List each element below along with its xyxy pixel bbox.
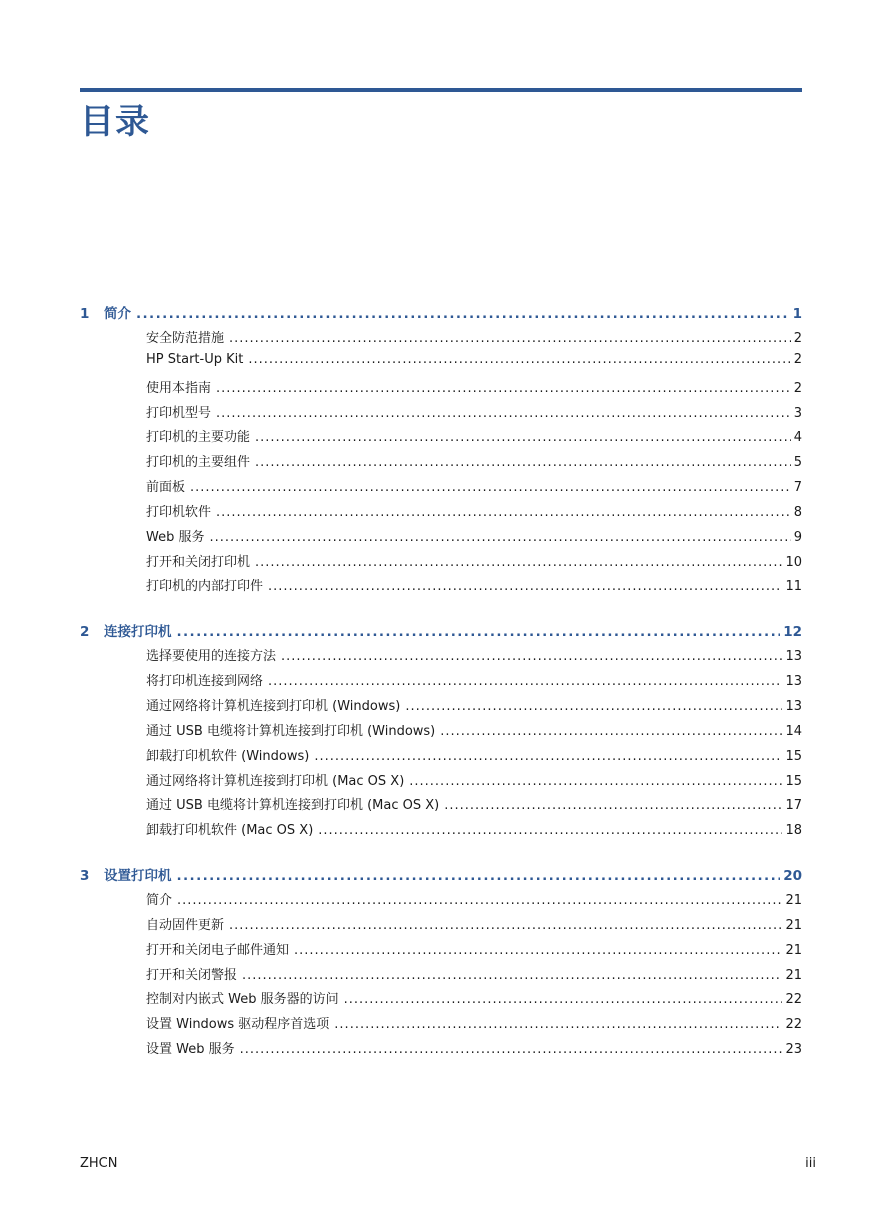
dot-leader [405, 699, 782, 714]
dot-leader [255, 555, 782, 570]
toc-section-link[interactable] [80, 426, 802, 451]
toc-section-link[interactable] [80, 914, 802, 939]
dot-leader [409, 774, 782, 789]
section-page-number: 13 [785, 649, 802, 665]
section-page-number: 4 [793, 430, 802, 446]
section-title: 打印机的主要功能 [146, 430, 251, 446]
section-page-number: 21 [785, 917, 802, 933]
section-page-number: 2 [793, 380, 802, 396]
page-title: 目录 [80, 102, 150, 142]
toc-section-link[interactable] [80, 402, 802, 427]
section-page-number: 2 [793, 351, 802, 367]
toc-section-link[interactable] [80, 964, 802, 989]
section-page-number: 22 [785, 992, 802, 1008]
toc-section-link[interactable] [80, 476, 802, 501]
section-title: 通过网络将计算机连接到打印机 (Mac OS X) [146, 773, 405, 789]
dot-leader [177, 624, 781, 640]
dot-leader [344, 992, 783, 1007]
section-page-number: 17 [785, 798, 802, 814]
section-title: 安全防范措施 [146, 331, 225, 346]
dot-leader [255, 455, 791, 470]
toc-section-link[interactable] [80, 501, 802, 526]
table-of-contents [80, 302, 802, 1083]
toc-chapter-link[interactable] [80, 864, 802, 889]
section-page-number: 21 [785, 893, 802, 909]
toc-section-link[interactable] [80, 377, 802, 402]
section-title: 设置 Web 服务 [146, 1042, 235, 1058]
section-page-number: 11 [785, 579, 802, 595]
chapter-title: 设置打印机 [104, 868, 172, 885]
section-page-number: 21 [785, 967, 802, 983]
dot-leader [177, 893, 782, 908]
chapter-page-number: 12 [783, 624, 802, 641]
section-page-number: 9 [793, 529, 802, 545]
dot-leader [216, 406, 791, 421]
dot-leader [240, 1042, 783, 1057]
toc-section-link[interactable] [80, 327, 802, 352]
section-title: 打印机的内部打印件 [146, 579, 264, 595]
chapter-title: 简介 [104, 306, 131, 322]
title-rule [80, 88, 802, 92]
chapter-number: 2 [80, 624, 90, 641]
chapter-number: 3 [80, 868, 90, 885]
toc-section-link[interactable] [80, 352, 802, 377]
section-page-number: 15 [785, 773, 802, 789]
toc-chapter-link[interactable] [80, 302, 802, 327]
footer-page-number: iii [805, 1156, 816, 1171]
dot-leader [209, 530, 790, 545]
section-title: 打开和关闭打印机 [146, 554, 251, 570]
section-page-number: 3 [793, 405, 802, 421]
chapter-page-number: 20 [783, 868, 802, 885]
toc-section-link[interactable] [80, 526, 802, 551]
dot-leader [229, 331, 791, 346]
chapter-title: 连接打印机 [104, 624, 172, 641]
dot-leader [177, 868, 781, 884]
section-title: HP Start-Up Kit [146, 351, 244, 367]
dot-leader [255, 430, 791, 445]
toc-section-link[interactable] [80, 551, 802, 576]
section-page-number: 13 [785, 674, 802, 690]
toc-section-link[interactable] [80, 770, 802, 795]
dot-leader [216, 381, 791, 396]
dot-leader [444, 798, 782, 813]
section-title: 打开和关闭电子邮件通知 [146, 942, 290, 958]
section-page-number: 10 [785, 554, 802, 570]
section-page-number: 5 [793, 455, 802, 471]
footer-locale: ZHCN [80, 1156, 118, 1171]
dot-leader [318, 823, 782, 838]
toc-section-link[interactable] [80, 670, 802, 695]
toc-chapter [80, 864, 802, 1063]
section-title: 选择要使用的连接方法 [146, 649, 277, 665]
section-page-number: 13 [785, 698, 802, 714]
toc-section-link[interactable] [80, 645, 802, 670]
dot-leader [281, 649, 782, 664]
toc-chapter [80, 620, 802, 844]
section-page-number: 22 [785, 1017, 802, 1033]
section-page-number: 23 [785, 1042, 802, 1058]
toc-section-link[interactable] [80, 451, 802, 476]
section-page-number: 18 [785, 823, 802, 839]
section-title: 将打印机连接到网络 [146, 674, 264, 690]
toc-section-link[interactable] [80, 1038, 802, 1063]
dot-leader [268, 674, 782, 689]
section-title: 设置 Windows 驱动程序首选项 [146, 1017, 330, 1033]
section-page-number: 8 [793, 504, 802, 520]
section-page-number: 21 [785, 942, 802, 958]
section-title: 打印机软件 [146, 504, 212, 520]
chapter-page-number: 1 [792, 306, 802, 322]
section-title: 自动固件更新 [146, 917, 225, 933]
section-page-number: 15 [785, 748, 802, 764]
section-page-number: 2 [793, 331, 802, 346]
dot-leader [190, 480, 791, 495]
toc-section-link[interactable] [80, 939, 802, 964]
toc-chapter-link[interactable] [80, 620, 802, 645]
toc-section-link[interactable] [80, 745, 802, 770]
section-title: 通过 USB 电缆将计算机连接到打印机 (Windows) [146, 723, 436, 739]
dot-leader [334, 1017, 782, 1032]
dot-leader [136, 306, 790, 322]
dot-leader [216, 505, 791, 520]
section-title: 使用本指南 [146, 380, 212, 396]
dot-leader [242, 968, 782, 983]
chapter-number: 1 [80, 306, 90, 322]
dot-leader [294, 943, 782, 958]
toc-section-link[interactable] [80, 889, 802, 914]
section-page-number: 7 [793, 480, 802, 496]
dot-leader [314, 749, 782, 764]
toc-section-link[interactable] [80, 720, 802, 745]
toc-section-link[interactable] [80, 819, 802, 844]
section-title: 卸载打印机软件 (Windows) [146, 748, 310, 764]
section-title: 前面板 [146, 480, 186, 496]
section-title: 通过 USB 电缆将计算机连接到打印机 (Mac OS X) [146, 798, 440, 814]
dot-leader [248, 352, 790, 367]
toc-section-link[interactable] [80, 794, 802, 819]
section-page-number: 14 [785, 723, 802, 739]
section-title: 控制对内嵌式 Web 服务器的访问 [146, 992, 339, 1008]
toc-section-link[interactable] [80, 1013, 802, 1038]
dot-leader [440, 724, 782, 739]
toc-chapter [80, 302, 802, 600]
section-title: 打印机的主要组件 [146, 455, 251, 471]
section-title: 通过网络将计算机连接到打印机 (Windows) [146, 698, 401, 714]
section-title: 打印机型号 [146, 405, 212, 421]
toc-section-link[interactable] [80, 988, 802, 1013]
dot-leader [229, 918, 782, 933]
toc-section-link[interactable] [80, 695, 802, 720]
section-title: 卸载打印机软件 (Mac OS X) [146, 823, 314, 839]
section-title: 简介 [146, 893, 173, 909]
section-title: 打开和关闭警报 [146, 967, 238, 983]
toc-section-link[interactable] [80, 575, 802, 600]
section-title: Web 服务 [146, 529, 205, 545]
dot-leader [268, 579, 782, 594]
